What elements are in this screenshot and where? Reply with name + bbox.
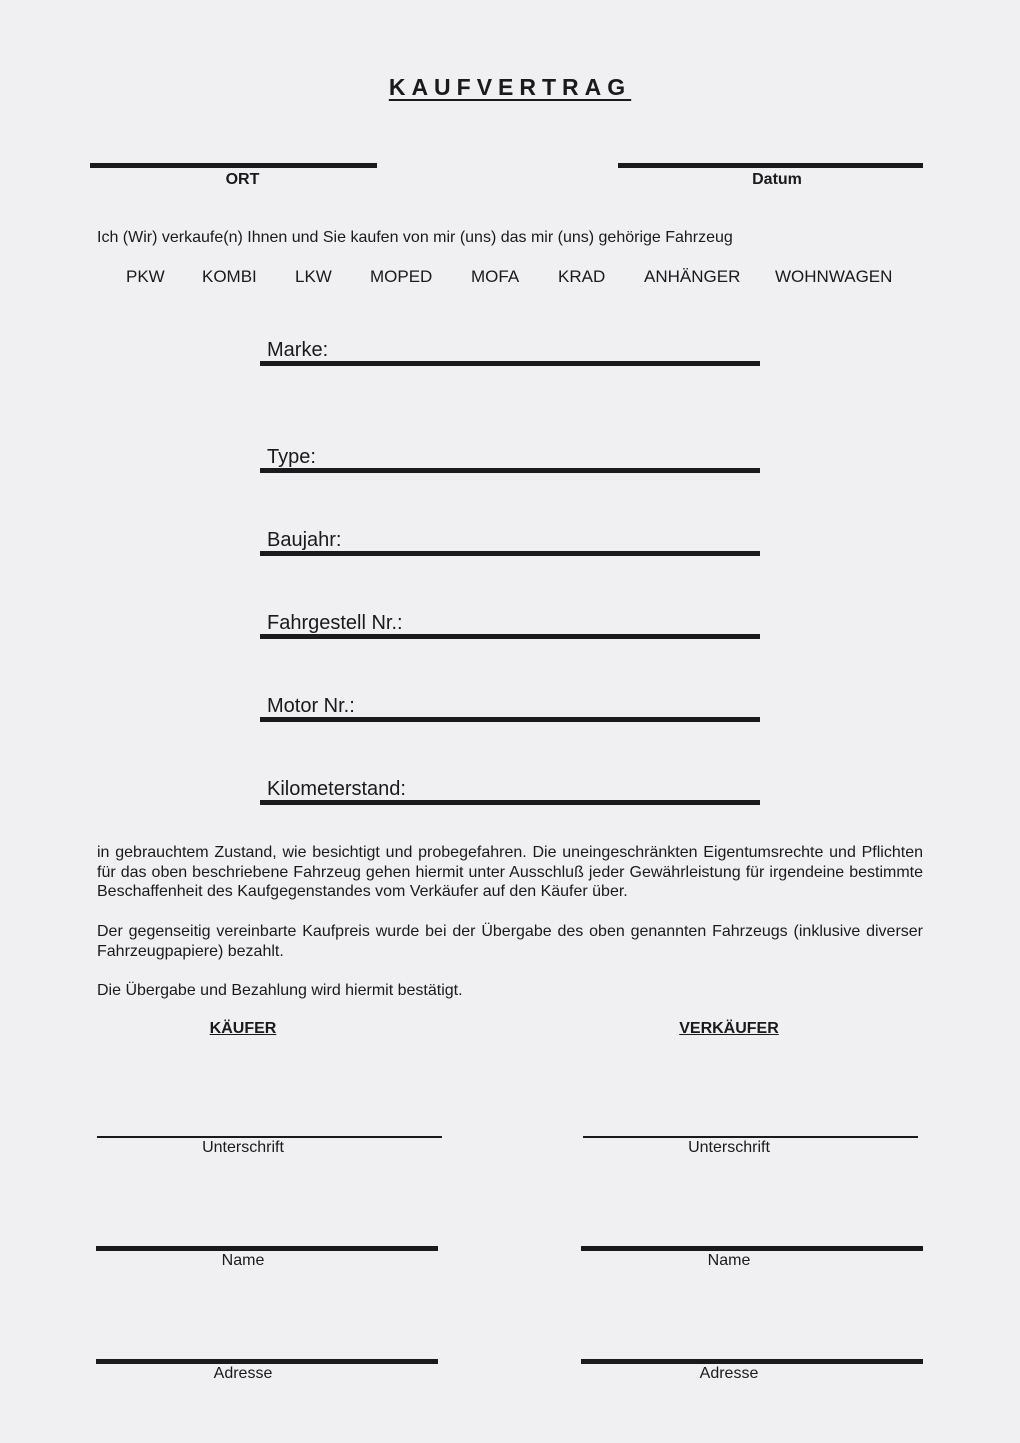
buyer-signature-label: Unterschrift (202, 1139, 284, 1156)
vehicle-type-kombi[interactable]: KOMBI (202, 267, 257, 286)
datum-line[interactable] (618, 163, 923, 168)
vehicle-type-wohnwagen[interactable]: WOHNWAGEN (775, 267, 893, 286)
fahrgestell-label: Fahrgestell Nr.: (267, 612, 403, 634)
vehicle-type-anhaenger[interactable]: ANHÄNGER (644, 267, 741, 286)
datum-label: Datum (752, 171, 802, 188)
motor-label: Motor Nr.: (267, 695, 355, 717)
baujahr-label: Baujahr: (267, 529, 342, 551)
marke-label: Marke: (267, 339, 329, 361)
buyer-heading: KÄUFER (209, 1020, 277, 1037)
seller-address-line[interactable] (581, 1359, 923, 1364)
type-field-line[interactable] (260, 468, 760, 473)
buyer-name-label: Name (221, 1252, 265, 1269)
condition-paragraph: in gebrauchtem Zustand, wie besichtigt und probegefahren. Die uneingeschränkten Eigentumsrechte und Pflichten für das oben beschriebene Fahrzeug gehen hiermit unter Ausschluß jeder Gewährleistung für irgendeine bestimmte Beschaffenheit des Kaufgegenstandes vom Verkäufer auf den Käufer über. (97, 844, 923, 900)
seller-name-label: Name (707, 1252, 751, 1269)
vehicle-type-pkw[interactable]: PKW (126, 267, 165, 286)
vehicle-type-krad[interactable]: KRAD (558, 267, 606, 286)
buyer-address-line[interactable] (96, 1359, 438, 1364)
fahrgestell-field-line[interactable] (260, 634, 760, 639)
buyer-name-line[interactable] (96, 1246, 438, 1251)
seller-heading: VERKÄUFER (679, 1020, 779, 1037)
buyer-signature-line[interactable] (97, 1136, 442, 1138)
seller-name-line[interactable] (581, 1246, 923, 1251)
ort-label: ORT (225, 171, 260, 188)
motor-field-line[interactable] (260, 717, 760, 722)
buyer-address-label: Adresse (213, 1365, 273, 1382)
document-title: KAUFVERTRAG (388, 74, 632, 100)
baujahr-field-line[interactable] (260, 551, 760, 556)
seller-signature-label: Unterschrift (688, 1139, 770, 1156)
intro-text: Ich (Wir) verkaufe(n) Ihnen und Sie kaufen von mir (uns) das mir (uns) gehörige Fahrzeug (97, 229, 733, 246)
price-paragraph: Der gegenseitig vereinbarte Kaufpreis wurde bei der Übergabe des oben genannten Fahrzeugs (inklusive diverser Fahrzeugpapiere) bezahlt. (97, 923, 923, 960)
seller-signature-line[interactable] (583, 1136, 918, 1138)
kilometerstand-label: Kilometerstand: (267, 778, 406, 800)
kilometerstand-field-line[interactable] (260, 800, 760, 805)
seller-address-label: Adresse (699, 1365, 759, 1382)
vehicle-type-lkw[interactable]: LKW (295, 267, 332, 286)
type-label: Type: (267, 446, 316, 468)
vehicle-type-mofa[interactable]: MOFA (471, 267, 520, 286)
ort-line[interactable] (90, 163, 377, 168)
confirmation-paragraph: Die Übergabe und Bezahlung wird hiermit bestätigt. (97, 982, 463, 999)
marke-field-line[interactable] (260, 361, 760, 366)
vehicle-type-moped[interactable]: MOPED (370, 267, 433, 286)
